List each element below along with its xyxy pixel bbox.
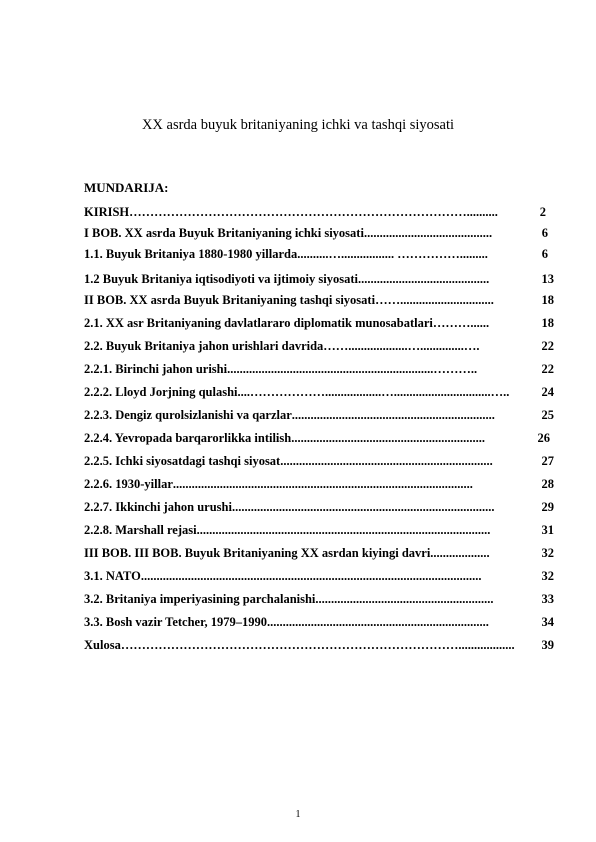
toc-entry-label: 2.2.8. Marshall rejasi [84,523,197,537]
toc-entry-leader: ................................................................. [291,408,495,422]
toc-entry-chapter-1[interactable] [84,225,548,241]
toc-entry-leader: ............................................................................................................. [140,569,482,583]
toc-entry-page: 32 [541,569,554,583]
toc-entry-label: 2.2.4. Yevropada barqarorlikka intilish [84,431,292,445]
toc-entry-leader: ......................................... [363,226,493,240]
toc-entry-label: 2.2.5. Ichki siyosatdagi tashqi siyosat [84,454,281,468]
toc-entry-3-1[interactable] [84,568,554,584]
toc-entry-2-2-7[interactable] [84,499,554,515]
toc-entry-page: 31 [541,523,554,537]
toc-entry-label: III BOB. III BOB. Buyuk Britaniyaning XX asrdan kiyingi davri [84,546,431,560]
toc-entry-3-2[interactable] [84,591,554,607]
toc-entry-page: 24 [541,385,554,399]
toc-entry-2-2-1[interactable] [84,361,554,377]
toc-entry-leader: .................................................................... [280,454,493,468]
toc-entry-label: 1.1. Buyuk Britaniya 1880-1980 yillarda [84,247,298,261]
toc-entry-leader: ……...................…..............…. [323,339,480,353]
toc-entry-2-2-8[interactable] [84,522,554,538]
toc-entry-label: 2.2. Buyuk Britaniya jahon urishlari davrida [84,339,324,353]
toc-entry-label: KIRISH [84,205,130,219]
toc-entry-leader: ....................................................................... [267,615,489,629]
toc-entry-label: 2.2.1. Birinchi jahon urishi [84,362,228,376]
toc-entry-label: 3.1. NATO [84,569,141,583]
toc-entry-1-1[interactable] [84,246,548,262]
toc-entry-2-2-2[interactable] [84,384,554,400]
toc-entry-chapter-3[interactable] [84,545,554,561]
toc-entry-leader: .......................................... [358,272,490,286]
toc-entry-leader: ....………………..................…...............................….. [237,385,510,399]
toc-entry-leader: .................................................................................... [231,500,495,514]
toc-entry-page: 6 [541,247,548,261]
toc-entry-leader: ……………………………………………………………………….................. [120,638,515,652]
toc-entry-label: 3.2. Britaniya imperiyasining parchalanishi [84,592,316,606]
toc-entry-3-3[interactable] [84,614,554,630]
toc-entry-2-2-3[interactable] [84,407,554,423]
toc-entry-xulosa[interactable] [84,637,554,653]
toc-entry-page: 18 [541,316,554,330]
toc-entry-page: 33 [541,592,554,606]
toc-entry-leader: ………...... [432,316,490,330]
toc-entry-label: 1.2 Buyuk Britaniya iqtisodiyoti va ijtimoiy siyosati [84,272,358,286]
toc-entry-label: 2.2.2. Lloyd Jorjning qulashi [84,385,238,399]
toc-entry-2-2-6[interactable] [84,476,554,492]
toc-entry-page: 18 [541,293,554,307]
toc-entry-page: 26 [537,431,550,445]
toc-entry-page: 13 [541,272,554,286]
toc-entry-leader: ……………………………………………………………………….......... [129,205,498,219]
contents-heading: MUNDARIJA: [84,180,169,195]
toc-entry-page: 28 [541,477,554,491]
toc-entry-leader: ................... [430,546,490,560]
toc-entry-label: I BOB. XX asrda Buyuk Britaniyaning ichki siyosati [84,226,364,240]
toc-entry-2-1[interactable] [84,315,554,331]
toc-entry-label: 2.2.6. 1930-yillar [84,477,173,491]
toc-entry-label: 2.2.3. Dengiz qurolsizlanishi va qarzlar [84,408,292,422]
toc-entry-leader: ..................................................................……….. [227,362,478,376]
toc-entry-leader: .............................................................. [291,431,485,445]
toc-entry-label: 2.2.7. Ikkinchi jahon urushi [84,500,232,514]
toc-entry-2-2-5[interactable] [84,453,554,469]
document-title: XX asrda buyuk britaniyaning ichki va tashqi siyosati [141,117,455,133]
toc-entry-page: 2 [539,205,546,219]
toc-entry-leader: ..........…................. ……………......... [297,247,488,261]
toc-entry-page: 22 [541,339,554,353]
toc-entry-leader: …….............................. [375,293,494,307]
toc-entry-page: 22 [541,362,554,376]
toc-entry-label: Xulosa [84,638,121,652]
toc-entry-label: 2.1. XX asr Britaniyaning davlatlararo diplomatik munosabatlari [84,316,433,330]
toc-entry-page: 27 [541,454,554,468]
toc-entry-2-2-4[interactable] [84,430,550,446]
toc-entry-page: 39 [541,638,554,652]
toc-entry-leader: ................................................................................................ [172,477,473,491]
toc-entry-leader: ......................................................... [315,592,494,606]
toc-entry-page: 34 [541,615,554,629]
toc-entry-leader: .............................................................................................. [196,523,491,537]
toc-entry-chapter-2[interactable] [84,292,554,308]
page-number: 1 [295,809,301,820]
toc-entry-page: 6 [541,226,548,240]
toc-entry-2-2[interactable] [84,338,554,354]
toc-entry-label: 3.3. Bosh vazir Tetcher, 1979–1990 [84,615,267,629]
toc-entry-kirish[interactable] [84,204,546,220]
toc-entry-page: 32 [541,546,554,560]
toc-entry-page: 29 [541,500,554,514]
toc-entry-label: II BOB. XX asrda Buyuk Britaniyaning tashqi siyosati [84,293,376,307]
toc-entry-1-2[interactable] [84,271,554,287]
toc-entry-page: 25 [541,408,554,422]
